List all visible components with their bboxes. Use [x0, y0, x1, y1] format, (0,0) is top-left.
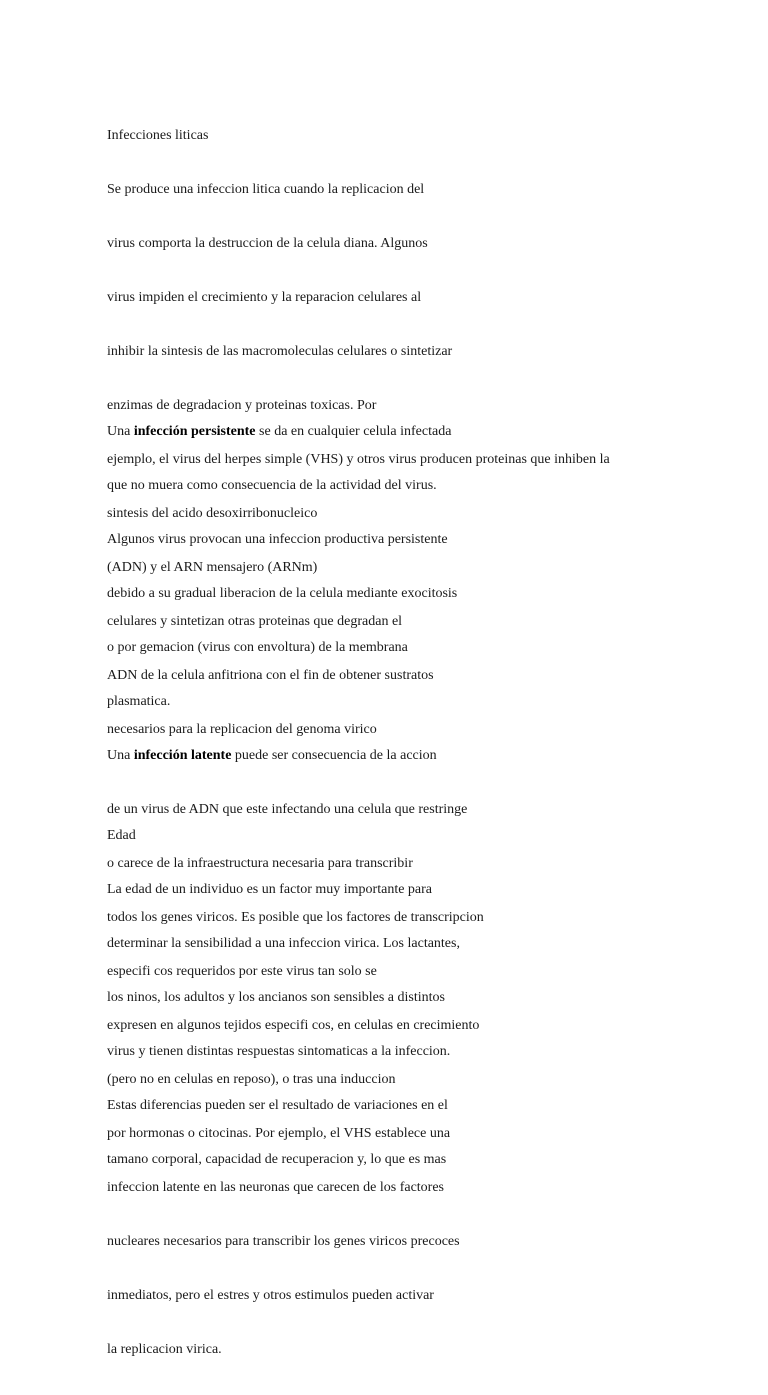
- text-line: sintesis del acido desoxirribonucleico: [107, 506, 318, 521]
- latente-first-line: [107, 747, 484, 765]
- text-line: Estas diferencias pueden ser el resultado de variaciones en el: [107, 1098, 448, 1113]
- text-line: por hormonas o citocinas. Por ejemplo, el VHS establece una: [107, 1126, 451, 1141]
- section-heading: Edad: [107, 828, 136, 843]
- text-line: ejemplo, el virus del herpes simple (VHS) y otros virus producen proteinas que inhiben la: [107, 452, 610, 467]
- text-line: o carece de la infraestructura necesaria para transcribir: [107, 856, 413, 871]
- text-line: necesarios para la replicacion del genoma virico: [107, 722, 377, 737]
- text-line: todos los genes viricos. Es posible que los factores de transcripcion: [107, 910, 484, 925]
- line-prefix: Una: [107, 748, 134, 763]
- persistente-first-line: [107, 423, 484, 441]
- text-line: (pero no en celulas en reposo), o tras una induccion: [107, 1072, 396, 1087]
- term-infeccion-latente: infección latente: [133, 748, 232, 763]
- text-line: enzimas de degradacion y proteinas toxicas. Por: [107, 398, 377, 413]
- text-line: ADN de la celula anfitriona con el fin de obtener sustratos: [107, 668, 434, 683]
- text-line: virus comporta la destruccion de la celula diana. Algunos: [107, 236, 428, 251]
- term-infeccion-persistente: infección persistente: [133, 424, 256, 439]
- text-line: Algunos virus provocan una infeccion productiva persistente: [107, 532, 448, 547]
- section-heading: Infecciones liticas: [107, 128, 209, 143]
- text-line: virus impiden el crecimiento y la reparacion celulares al: [107, 290, 422, 305]
- text-line: tamano corporal, capacidad de recuperacion y, lo que es mas: [107, 1152, 447, 1167]
- line-rest: puede ser consecuencia de la accion: [231, 748, 437, 763]
- section-edad: [107, 791, 460, 1205]
- text-line: La edad de un individuo es un factor muy importante para: [107, 882, 433, 897]
- text-line: inmediatos, pero el estres y otros estimulos pueden activar: [107, 1288, 434, 1303]
- text-line: expresen en algunos tejidos especifi cos, en celulas en crecimiento: [107, 1018, 480, 1033]
- text-line: especifi cos requeridos por este virus tan solo se: [107, 964, 377, 979]
- text-line: inhibir la sintesis de las macromoleculas celulares o sintetizar: [107, 344, 453, 359]
- text-line: celulares y sintetizan otras proteinas que degradan el: [107, 614, 403, 629]
- text-line: (ADN) y el ARN mensajero (ARNm): [107, 560, 318, 575]
- text-line: la replicacion virica.: [107, 1342, 222, 1357]
- line-rest: se da en cualquier celula infectada: [255, 424, 452, 439]
- text-line: o por gemacion (virus con envoltura) de la membrana: [107, 640, 408, 655]
- text-line: determinar la sensibilidad a una infeccion virica. Los lactantes,: [107, 936, 460, 951]
- text-line: virus y tienen distintas respuestas sintomaticas a la infeccion.: [107, 1044, 451, 1059]
- text-line: debido a su gradual liberacion de la celula mediante exocitosis: [107, 586, 458, 601]
- line-prefix: Una: [107, 424, 134, 439]
- text-line: de un virus de ADN que este infectando una celula que restringe: [107, 802, 468, 817]
- text-line: los ninos, los adultos y los ancianos son sensibles a distintos: [107, 990, 445, 1005]
- text-line: infeccion latente en las neuronas que carecen de los factores: [107, 1180, 444, 1195]
- text-line: plasmatica.: [107, 694, 171, 709]
- text-line: nucleares necesarios para transcribir los genes viricos precoces: [107, 1234, 460, 1249]
- text-line: Se produce una infeccion litica cuando la replicacion del: [107, 182, 425, 197]
- text-line: que no muera como consecuencia de la actividad del virus.: [107, 478, 437, 493]
